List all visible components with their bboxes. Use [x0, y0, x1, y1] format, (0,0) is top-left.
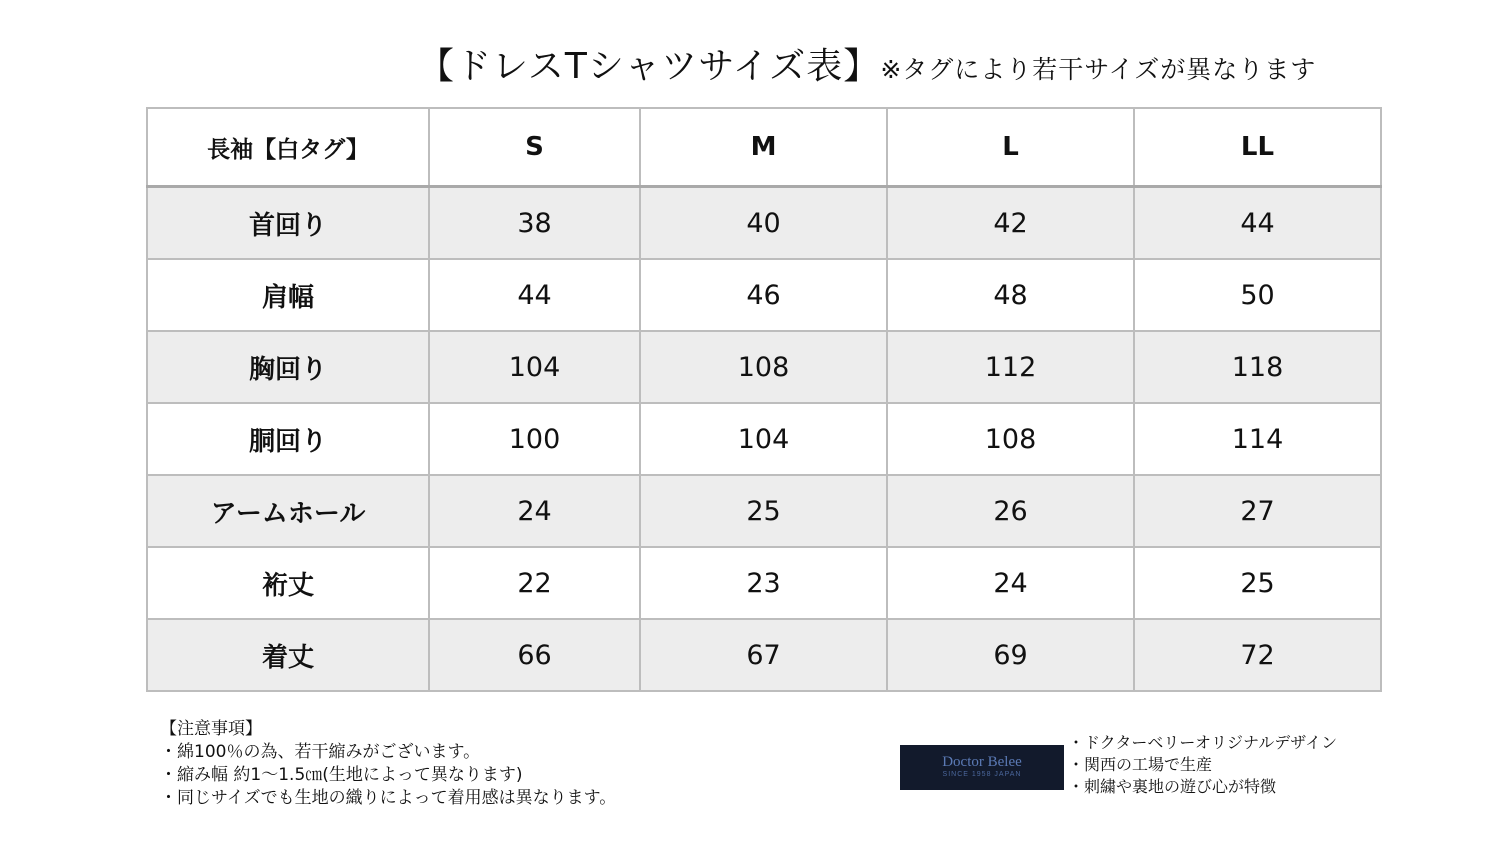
table-cell: 48 — [887, 259, 1134, 331]
notes-item: ・同じサイズでも生地の織りによって着用感は異なります。 — [160, 788, 617, 808]
notes-item: ・綿100％の為、若干縮みがございます。 — [160, 742, 481, 762]
table-cell: 22 — [429, 547, 640, 619]
table-row — [147, 331, 1381, 403]
table-cell: 108 — [887, 403, 1134, 475]
row-label: アームホール — [147, 475, 429, 547]
table-cell: 44 — [1134, 187, 1381, 260]
notes-item: ・縮み幅 約1～1.5㎝(生地によって異なります) — [160, 765, 523, 785]
table-cell: 27 — [1134, 475, 1381, 547]
feature-item: ・関西の工場で生産 — [1068, 755, 1213, 774]
table-cell: 40 — [640, 187, 887, 260]
table-row — [147, 187, 1381, 260]
notes-heading: 【注意事項】 — [160, 719, 262, 739]
brand-logo — [900, 745, 1064, 790]
table-cell: 69 — [887, 619, 1134, 691]
table-cell: 50 — [1134, 259, 1381, 331]
size-header-s: S — [429, 108, 640, 187]
size-header-m: M — [640, 108, 887, 187]
table-row — [147, 547, 1381, 619]
table-row — [147, 259, 1381, 331]
page-title — [418, 38, 1418, 88]
logo-sub-text: SINCE 1958 JAPAN — [942, 771, 1022, 778]
table-header-row — [147, 108, 1381, 187]
table-cell: 104 — [429, 331, 640, 403]
table-cell: 67 — [640, 619, 887, 691]
row-label: 首回り — [147, 187, 429, 260]
table-cell: 118 — [1134, 331, 1381, 403]
table-cell: 44 — [429, 259, 640, 331]
size-header-l: L — [887, 108, 1134, 187]
table-cell: 108 — [640, 331, 887, 403]
table-row — [147, 475, 1381, 547]
logo-brand-text: Doctor Belee — [942, 754, 1022, 770]
size-header-ll: LL — [1134, 108, 1381, 187]
features-list — [1068, 732, 1488, 798]
table-cell: 104 — [640, 403, 887, 475]
table-cell: 114 — [1134, 403, 1381, 475]
row-label: 胸回り — [147, 331, 429, 403]
size-table — [146, 107, 1382, 692]
table-cell: 25 — [1134, 547, 1381, 619]
row-label: 肩幅 — [147, 259, 429, 331]
table-cell: 24 — [429, 475, 640, 547]
table-cell: 26 — [887, 475, 1134, 547]
table-cell: 100 — [429, 403, 640, 475]
table-cell: 23 — [640, 547, 887, 619]
table-corner-label: 長袖【白タグ】 — [147, 108, 429, 187]
table-cell: 25 — [640, 475, 887, 547]
table-cell: 66 — [429, 619, 640, 691]
title-main: 【ドレスTシャツサイズ表】 — [418, 46, 881, 87]
notes-section — [160, 718, 800, 810]
table-row — [147, 403, 1381, 475]
feature-item: ・ドクターベリーオリジナルデザイン — [1068, 733, 1338, 752]
feature-item: ・刺繍や裏地の遊び心が特徴 — [1068, 777, 1277, 796]
table-cell: 24 — [887, 547, 1134, 619]
row-label: 着丈 — [147, 619, 429, 691]
table-cell: 42 — [887, 187, 1134, 260]
table-cell: 112 — [887, 331, 1134, 403]
table-cell: 72 — [1134, 619, 1381, 691]
table-cell: 38 — [429, 187, 640, 260]
table-row — [147, 619, 1381, 691]
row-label: 裄丈 — [147, 547, 429, 619]
row-label: 胴回り — [147, 403, 429, 475]
table-cell: 46 — [640, 259, 887, 331]
title-note: ※タグにより若干サイズが異なります — [880, 55, 1317, 84]
